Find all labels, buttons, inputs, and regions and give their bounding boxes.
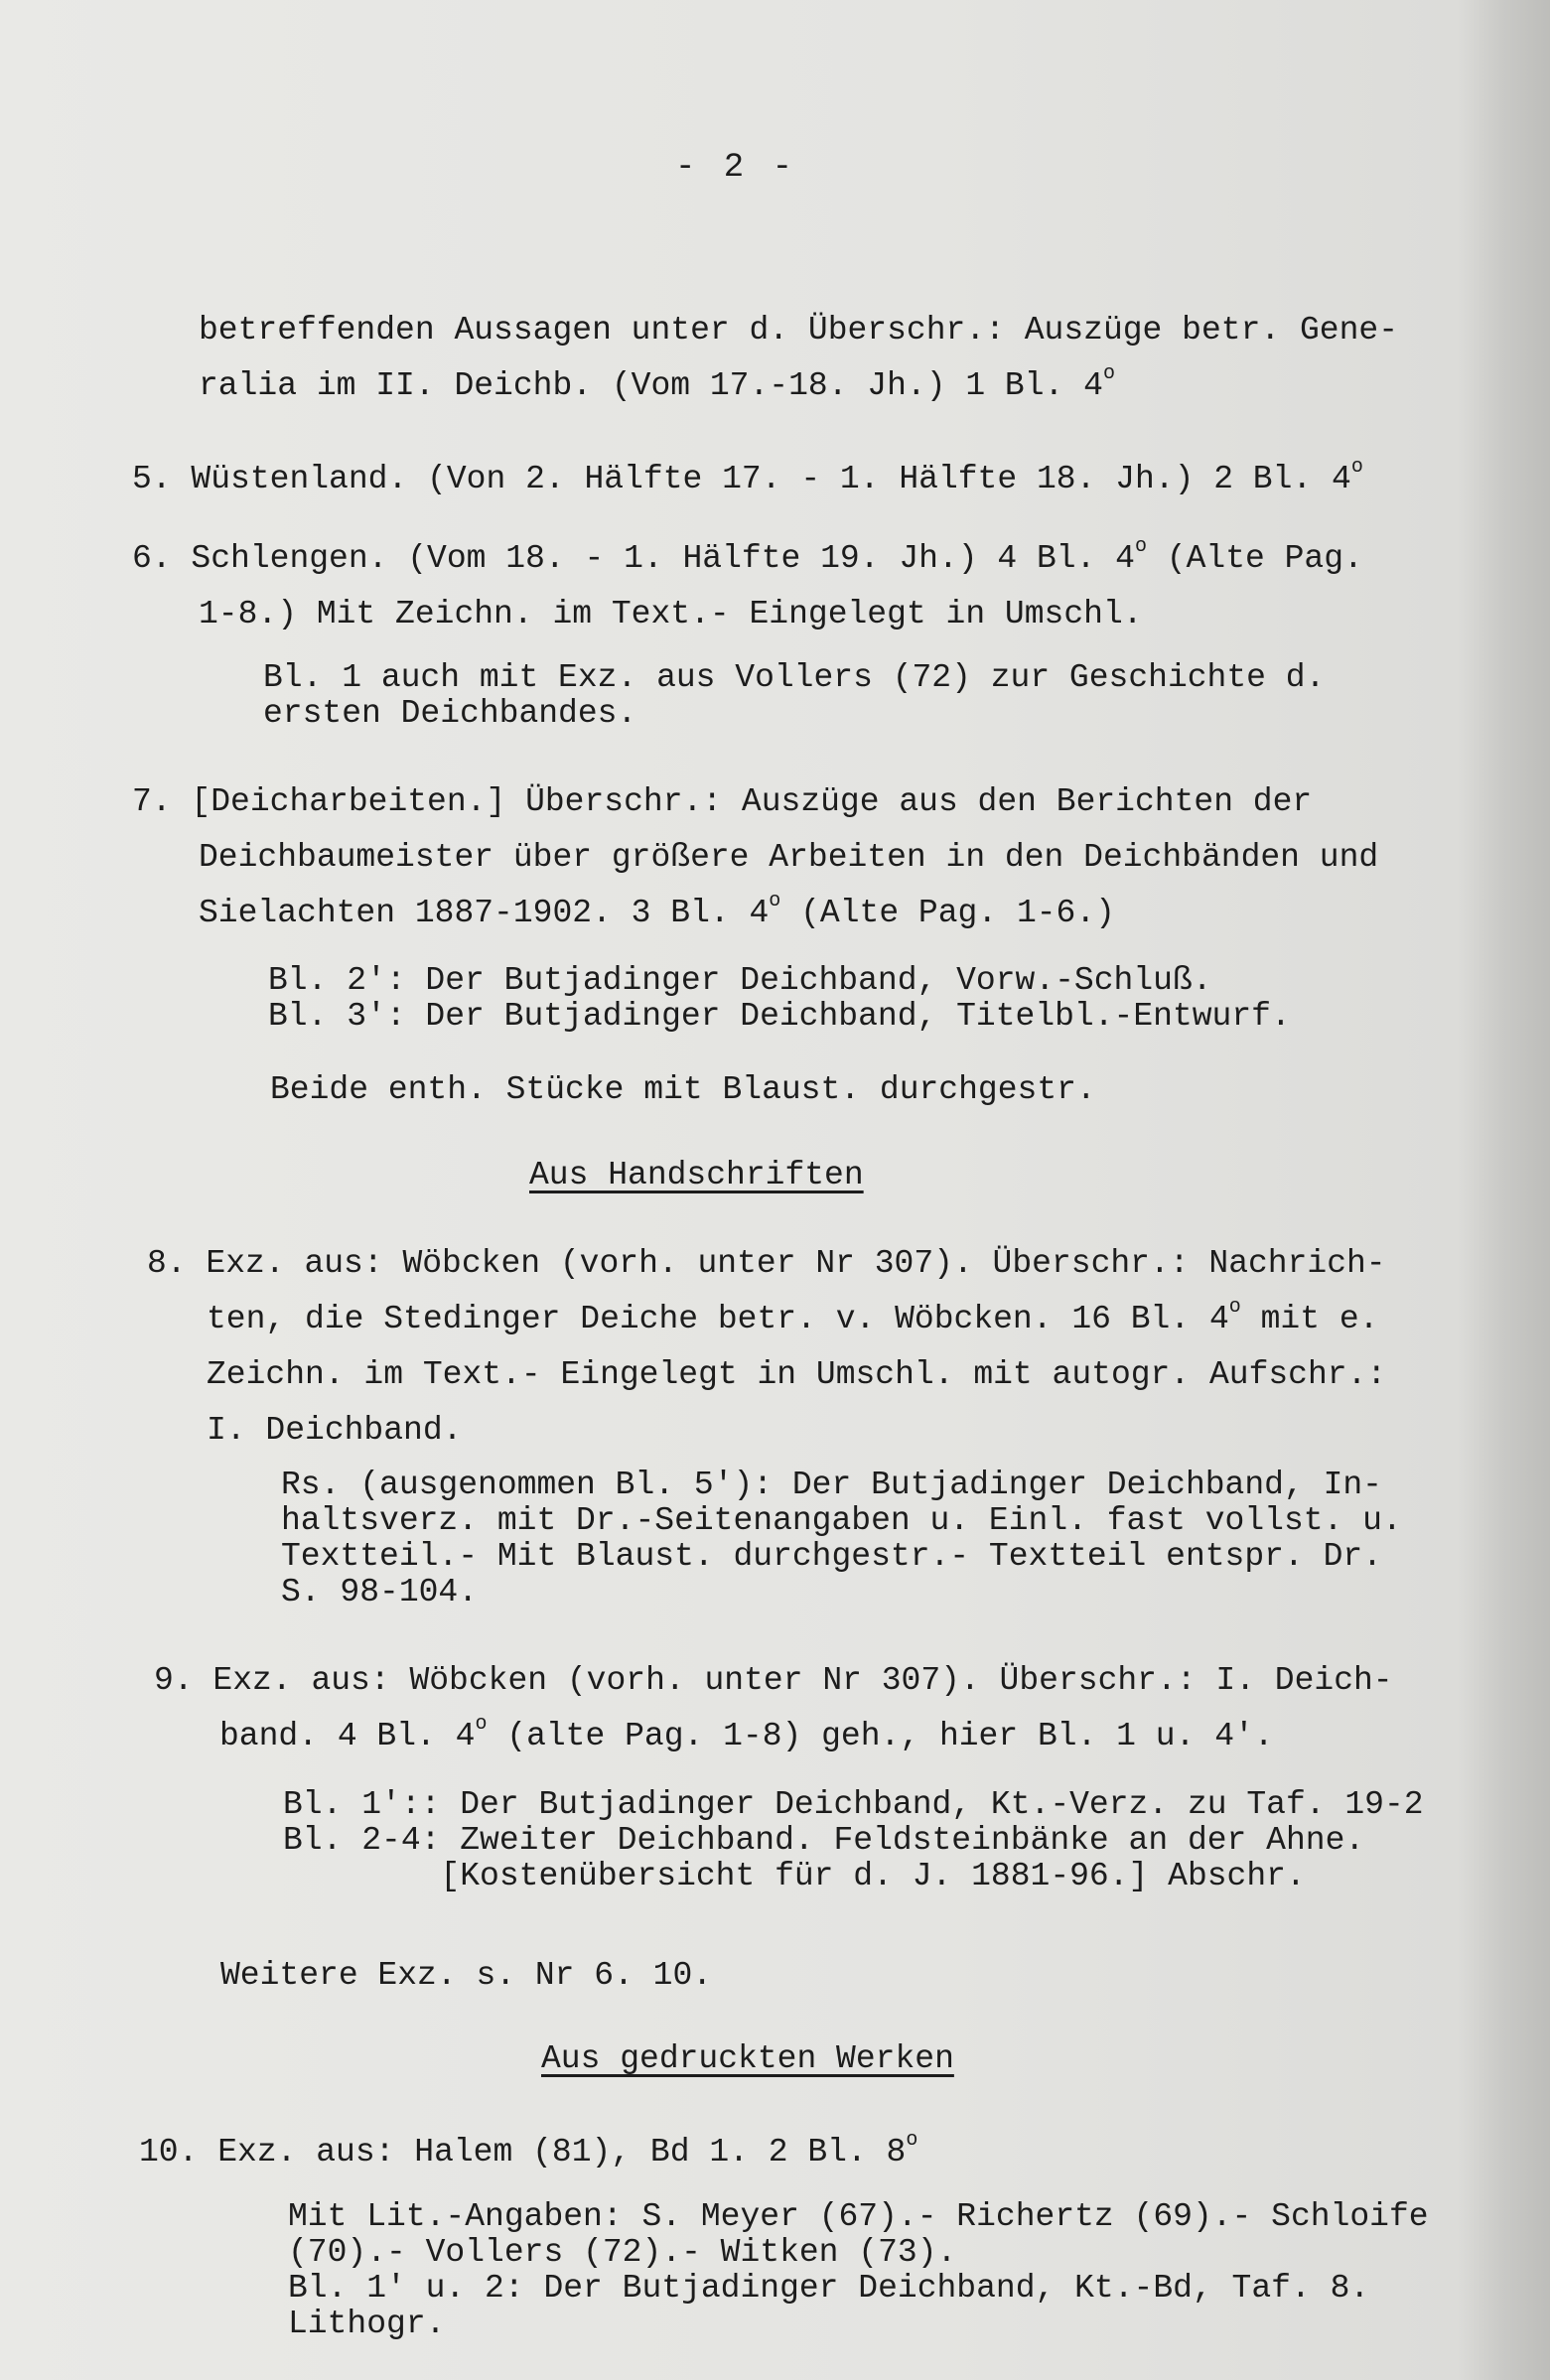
entry-10-note [288,2199,1429,2342]
entry-9-note-1: Bl. 1':: Der Butjadinger Deichband, Kt.-Verz. zu Taf. 19-2 [283,1786,1424,1823]
entry-8-line-1 [147,1236,1386,1292]
entry-10-line-1: Exz. aus: Halem (81), Bd 1. 2 Bl. 8 [217,2134,907,2170]
entry-7-line-3 [132,886,1378,941]
entry-9 [154,1653,1393,1764]
entry-9-line-1 [154,1653,1393,1709]
entry-7-line-2: Deichbaumeister über größere Arbeiten in den Deichbänden und [199,839,1379,876]
entry-8 [147,1236,1386,1459]
entry-7-line-3a: Sielachten 1887-1902. 3 Bl. 4 [199,895,770,931]
entry-9-note-2: Bl. 2-4: Zweiter Deichband. Feldsteinbänke an der Ahne. [283,1822,1365,1859]
degree-mark: o [1228,1296,1241,1319]
entry-8-note-1: Rs. (ausgenommen Bl. 5'): Der Butjadinger Deichband, In- [281,1467,1382,1503]
entry-7-note [268,963,1291,1035]
entry-9-note [283,1787,1424,1894]
entry-9-line-2 [154,1709,1393,1764]
entry-6 [132,531,1363,642]
entry-10-note-4: Lithogr. [288,2306,446,2342]
entry-number: 10. [139,2134,199,2170]
section-heading-gedruckte-werke: Aus gedruckten Werken [541,2040,954,2077]
entry-6-line-1b: (Alte Pag. [1147,540,1363,577]
entry-8-note-4: S. 98-104. [281,1574,479,1610]
intro-line-2 [199,358,1398,414]
entry-7 [132,774,1378,941]
entry-6-note-2: ersten Deichbandes. [263,695,637,732]
entry-7-note-1: Bl. 2': Der Butjadinger Deichband, Vorw.-Schluß. [268,962,1212,999]
entry-number: 8. [147,1245,187,1282]
entry-6-line-1a: Schlengen. (Vom 18. - 1. Hälfte 19. Jh.) 4 Bl. 4 [191,540,1135,577]
entry-10 [139,2125,917,2180]
entry-8-note-3: Textteil.- Mit Blaust. durchgestr.- Textteil entspr. Dr. [281,1538,1382,1575]
entry-number: 6. [132,540,172,577]
entry-8-line-1-text: Exz. aus: Wöbcken (vorh. unter Nr 307). Überschr.: Nachrich- [206,1245,1386,1282]
entry-8-note-2: haltsverz. mit Dr.-Seitenangaben u. Einl. fast vollst. u. [281,1502,1402,1539]
entry-8-line-2a: ten, die Stedinger Deiche betr. v. Wöbcken. 16 Bl. 4 [207,1301,1229,1337]
entry-5-text: Wüstenland. (Von 2. Hälfte 17. - 1. Hälfte 18. Jh.) 2 Bl. 4 [191,461,1351,497]
page-number: - 2 - [675,149,797,187]
entry-9-line-2a: band. 4 Bl. 4 [219,1718,476,1754]
entry-9-line-1-text: Exz. aus: Wöbcken (vorh. unter Nr 307). Überschr.: I. Deich- [212,1662,1393,1699]
intro-line-2-text: ralia im II. Deichb. (Vom 17.-18. Jh.) 1 Bl. 4 [199,367,1103,404]
entry-6-note [263,660,1325,732]
entry-7-note-3: Beide enth. Stücke mit Blaust. durchgestr. [270,1071,1096,1108]
entry-6-line-1 [132,531,1363,587]
entry-10-note-3: Bl. 1' u. 2: Der Butjadinger Deichband, Kt.-Bd, Taf. 8. [288,2270,1370,2307]
entry-number: 7. [132,783,172,820]
degree-mark: o [906,2129,918,2152]
entry-7-line-1-text: [Deicharbeiten.] Überschr.: Auszüge aus den Berichten der [191,783,1313,820]
entry-10-note-2: (70).- Vollers (72).- Witken (73). [288,2234,957,2271]
intro-text [199,303,1398,414]
entry-8-note [281,1468,1402,1610]
entry-10-note-1: Mit Lit.-Angaben: S. Meyer (67).- Richertz (69).- Schloife [288,2198,1429,2235]
entry-number: 9. [154,1662,194,1699]
entry-6-note-1: Bl. 1 auch mit Exz. aus Vollers (72) zur Geschichte d. [263,659,1326,696]
entry-9-note-3: [Kostenübersicht für d. J. 1881-96.] Abschr. [283,1858,1306,1894]
entry-7-line-1 [132,774,1378,830]
section-heading-handschriften: Aus Handschriften [529,1157,864,1193]
entry-9-line-2b: (alte Pag. 1-8) geh., hier Bl. 1 u. 4'. [487,1718,1274,1754]
degree-mark: o [769,890,781,912]
weitere-exzerpte: Weitere Exz. s. Nr 6. 10. [220,1957,713,1994]
entry-number: 5. [132,461,172,497]
entry-6-line-2: 1-8.) Mit Zeichn. im Text.- Eingelegt in Umschl. [199,596,1143,632]
entry-8-line-4: I. Deichband. [207,1412,463,1449]
degree-mark: o [1134,535,1147,558]
entry-8-line-2b: mit e. [1240,1301,1379,1337]
degree-mark: o [475,1713,488,1736]
entry-7-note-2: Bl. 3': Der Butjadinger Deichband, Titelbl.-Entwurf. [268,998,1291,1035]
entry-8-line-2 [147,1292,1386,1347]
intro-line-1: betreffenden Aussagen unter d. Überschr.: Auszüge betr. Gene- [199,312,1398,349]
degree-mark: o [1102,362,1115,385]
entry-8-line-3: Zeichn. im Text.- Eingelegt in Umschl. mit autogr. Aufschr.: [207,1356,1387,1393]
entry-5 [132,452,1363,507]
degree-mark: o [1350,456,1363,479]
entry-7-line-3b: (Alte Pag. 1-6.) [780,895,1115,931]
